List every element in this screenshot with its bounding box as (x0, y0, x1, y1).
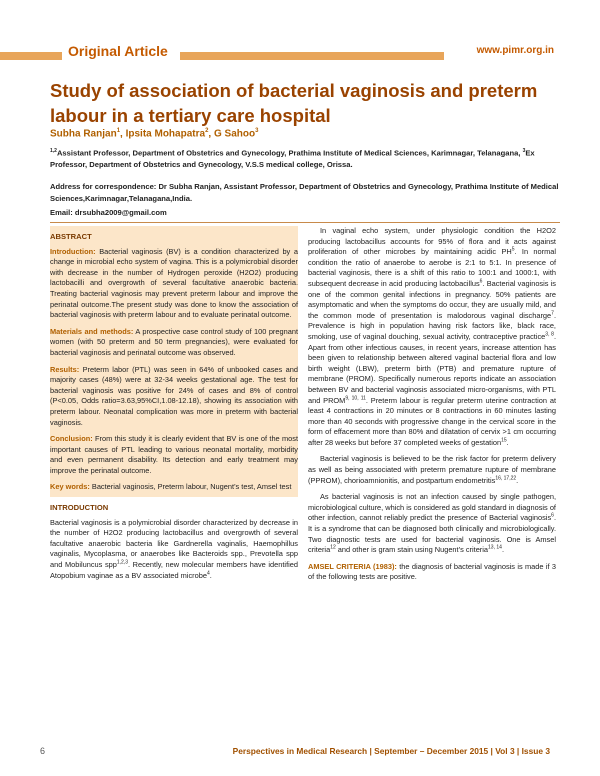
citation-sup: 9, 10, 11 (345, 395, 366, 402)
affil-text: Assistant Professor, Department of Obstetrics and Gynecology, Prathima Institute of Medical Sciences, Karimnagar, Telanagana, (56, 148, 523, 158)
body-text: . It is a syndrome that can be diagnosed both clinically and microbiologically. Two diagnostic tests are used for bacterial vaginosis. One is Amsel criteria (308, 513, 556, 555)
left-column (50, 226, 298, 587)
author-sup: 3 (255, 128, 259, 134)
header-bar-middle (180, 52, 444, 60)
citation-sup: 16, 17,22 (495, 475, 517, 482)
keywords-lead: Key words: (50, 482, 90, 492)
body-paragraph (308, 454, 556, 486)
body-text: In vaginal echo system, under physiologic condition the H2O2 producing lactobacillus accounts for 95% of flora and it acts against proliferation of other microbes by maintaining acidic PH (308, 226, 556, 257)
citation-sup: 12 (330, 544, 336, 551)
affil-sup: 1,2 (50, 148, 57, 154)
amsel-criteria-paragraph (308, 562, 556, 583)
abstract-methods-text: A prospective case control study of 100 pregnant women (with 50 preterm and 50 term pregnancies), were evaluated for bacterial vaginosis and perinatal outcome was observed. (50, 326, 298, 357)
affil-sup: 3 (522, 148, 526, 154)
abstract-introduction (50, 247, 298, 321)
abstract-conclusion-text: From this study it is clearly evident that BV is one of the most important causes of PTL leading to various neonatal mortality, morbidity and even permanent disability. Its detection and early treatment may improve the perinatal outcome. (50, 434, 298, 475)
body-text: As bacterial vaginosis is not an infection caused by single pathogen, microbiological culture, which is considered as gold standard in diagnosis of other infection, cannot reliably predict the presence of Bacterial vaginosis (308, 492, 556, 523)
citation-sup: 6 (479, 278, 483, 285)
author-list: Subha Ranjan$^1$, Ipsita Mohapatra$^2$, G Sahoo$^3$ (50, 128, 259, 140)
abstract-conclusion (50, 434, 298, 476)
body-text: . Apart from other infectious causes, in recent years, increase attention has been given to relationship between altered vaginal bacterial flora and low birth weight (LBW), preterm birth (PTB) and premature rupture of membrane (PROM). Specifically numerous reports indicate an association between BV and bacterial vaginosis associated micro-organisms, with PTL and PROM (308, 331, 557, 405)
citation-sup: 6 (551, 512, 554, 519)
article-type-label: Original Article (68, 43, 168, 59)
keywords-text: Bacterial vaginosis, Preterm labour, Nugent’s test, Amsel test (89, 482, 292, 492)
body-paragraph (308, 492, 556, 556)
correspondence-address: Address for correspondence: Dr Subha Ranjan, Assistant Professor, Department of Obstetrics and Gynecology, Prathima Institute of Medical Sciences,Karimnagar,Telanagana,India. (50, 182, 559, 203)
right-column (308, 226, 556, 589)
affiliations (50, 146, 560, 171)
affil-text: Ex Professor, Department of Obstetrics and Gynecology, V.S.S medical college, Orissa. (50, 148, 535, 170)
body-text: Bacterial vaginosis is believed to be the risk factor for preterm delivery as well as being associated with preterm premature rupture of membrane (PPROM), chorioamnionitis, and postpartum endometritis (308, 454, 556, 485)
abstract-keywords (50, 482, 298, 493)
abstract-results-lead: Results: (50, 364, 80, 374)
abstract-intro-lead: Introduction: (50, 246, 96, 256)
author-sup: 1 (116, 128, 121, 134)
header-divider (50, 222, 560, 223)
amsel-lead: AMSEL CRITERIA (1983): (308, 561, 397, 571)
body-paragraph (308, 226, 556, 448)
abstract-heading: ABSTRACT (50, 232, 92, 241)
citation-sup: 5 (511, 246, 515, 253)
body-text: . In normal condition the ratio of anaerobe to aerobe is 2:1 to 5:1. In presence of bacterial vaginosis, there is a shift of this ratio to 100:1 and 1000:1, with subsequent decrease in acid producing lactobacillus (308, 247, 556, 288)
citation-sup: 4 (206, 570, 210, 577)
introduction-paragraph (50, 518, 298, 582)
abstract-conclusion-lead: Conclusion: (50, 434, 93, 444)
author-sup: 2 (205, 128, 209, 134)
citation-sup: 13, 14 (488, 544, 502, 551)
abstract-intro-text: Bacterial vaginosis (BV) is a condition characterized by a change in microbial echo system of vagina. This is a polymicrobial disorder with decrease in the number of Hydrogen peroxide (H2O2) producing lactobacilli and overgrowth of several facultative anaerobic bacteria. Treating bacterial vaginosis may prevent preterm labour and improve the perinatal outcome.The present study was done to know the association of bacterial vaginosis with preterm labour and to evaluate perinatal outcome. (50, 246, 298, 320)
citation-sup: 15 (501, 437, 507, 444)
abstract-results (50, 365, 298, 429)
abstract-methods (50, 327, 298, 359)
abstract-box (50, 226, 298, 497)
page-number: 6 (40, 746, 46, 756)
abstract-results-text: Preterm labor (PTL) was seen in 64% of unbooked cases and majority cases (48%) were at 32-34 weeks gestational age. The test for bacterial vaginosis was positive for 24% of cases and 8% of control (P<0.05, Odds ratio=3.63,95%CI,1.08-12.18), showing its association with preterm labour. Neonatal complication was more in preterm with bacterial vaginosis. (50, 364, 298, 427)
amsel-text: the diagnosis of bacterial vaginosis is made if 3 of the following tests are positive. (308, 561, 556, 582)
correspondence-email[interactable]: Email: drsubha2009@gmail.com (50, 208, 167, 217)
intro-text: Bacterial vaginosis is a polymicrobial disorder characterized by decrease in the number of H2O2 producing lactobacillus and overgrowth of several facultative anaerobic bacteria like Gardnerella vaginalis, Haemophillus vaginalis, Mycoplasma, or anaerobes like Bacteroids spp., Prevotella spp and Mobiluncus spp (50, 517, 298, 570)
abstract-methods-lead: Materials and methods: (50, 326, 134, 336)
citation-sup: 7 (551, 310, 554, 317)
author-name: Ipsita Mohapatra (125, 128, 206, 140)
journal-url[interactable]: www.pimr.org.in (476, 45, 554, 56)
article-title: Study of association of bacterial vaginosis and preterm labour in a tertiary care hospital (50, 80, 538, 126)
author-name: Subha Ranjan (50, 128, 117, 140)
body-text: . (501, 545, 504, 555)
author-name: G Sahoo (213, 128, 256, 140)
citation-sup: 1,2,3 (116, 559, 128, 566)
citation-sup: 3, 8 (545, 331, 554, 338)
body-text: . Prevalence is high in population having risk factors like, black race, smoking, use of vaginal douching, sexual activity, contraceptive practice (308, 310, 556, 341)
body-text: . Bacterial vaginosis is one of the common genital infections in pregnancy. 50% patients are asymptomatic and when the symptoms do occur, they are usually mild, and the common mode of presentation is malodorous vaginal discharge (308, 278, 556, 320)
journal-footer: Perspectives in Medical Research | September – December 2015 | Vol 3 | Issue 3 (232, 746, 550, 756)
body-text: and other is gram stain using Nugent’s criteria (335, 545, 489, 555)
intro-text: . Recently, new molecular members have identified Atopobium vaginae as a BV associated microbe (50, 560, 298, 580)
header-bar-left (0, 52, 62, 60)
header-band (0, 40, 600, 62)
body-text: . (516, 475, 519, 485)
body-text: . Preterm labour is regular preterm uterine contraction at least 4 contractions in 20 minutes or 8 contractions in 60 minutes lasting more than 40 seconds with progressive change in the cervical score in the form of effacement more than 80% and dilatation of cervix >1 cm occurring after 28 weeks but before 37 completed weeks of gestation (308, 395, 556, 447)
intro-text: . (209, 570, 212, 580)
introduction-heading: INTRODUCTION (50, 503, 109, 513)
body-text: . (506, 437, 509, 447)
footer-band (0, 744, 600, 758)
